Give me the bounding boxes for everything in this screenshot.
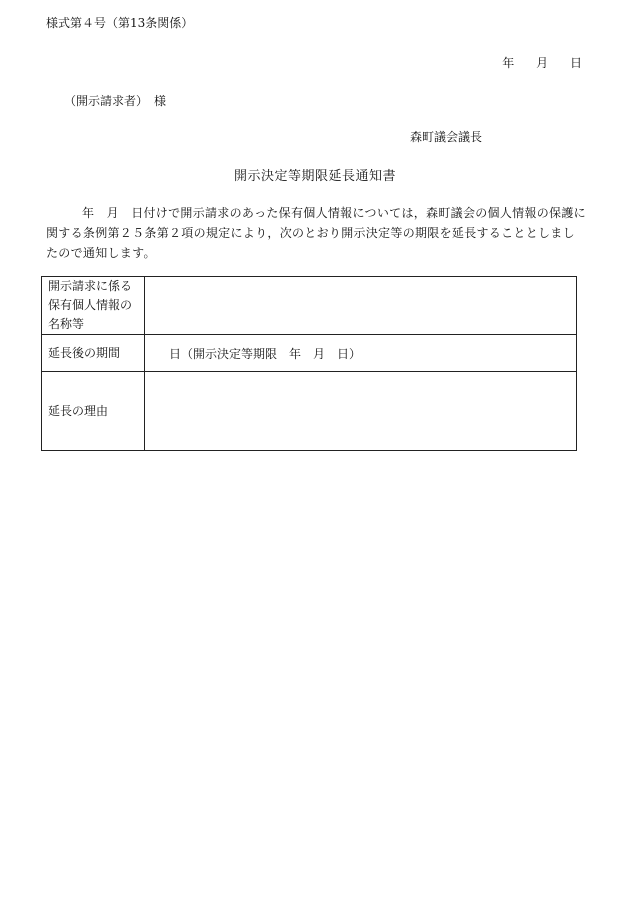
table-row-name <box>42 277 577 335</box>
table-label-reason: 延長の理由 <box>42 372 145 451</box>
issuer: 森町議会議長 <box>410 130 483 144</box>
table-value-reason <box>145 372 577 451</box>
table-value-name <box>145 277 577 335</box>
table-row-period <box>42 335 577 372</box>
recipient: （開示請求者） 様 <box>64 94 167 108</box>
date-day: 日 <box>569 56 582 70</box>
table-value-period: 日（開示決定等期限 年 月 日） <box>145 335 577 372</box>
table-row-reason <box>42 372 577 451</box>
date-line <box>502 54 582 71</box>
form-number: 様式第４号（第13条関係） <box>46 16 194 30</box>
table-label-name: 開示請求に係る保有個人情報の名称等 <box>42 277 145 335</box>
date-year: 年 <box>502 56 515 70</box>
date-month: 月 <box>536 56 549 70</box>
document-title: 開示決定等期限延長通知書 <box>233 169 396 184</box>
body-text: 年 月 日付けで開示請求のあった保有個人情報については，森町議会の個人情報の保護に関する条例第２５条第２項の規定により，次のとおり開示決定等の期限を延長することとしましたので通知します。 <box>46 206 586 260</box>
table-label-period: 延長後の期間 <box>42 335 145 372</box>
info-table <box>41 276 577 451</box>
